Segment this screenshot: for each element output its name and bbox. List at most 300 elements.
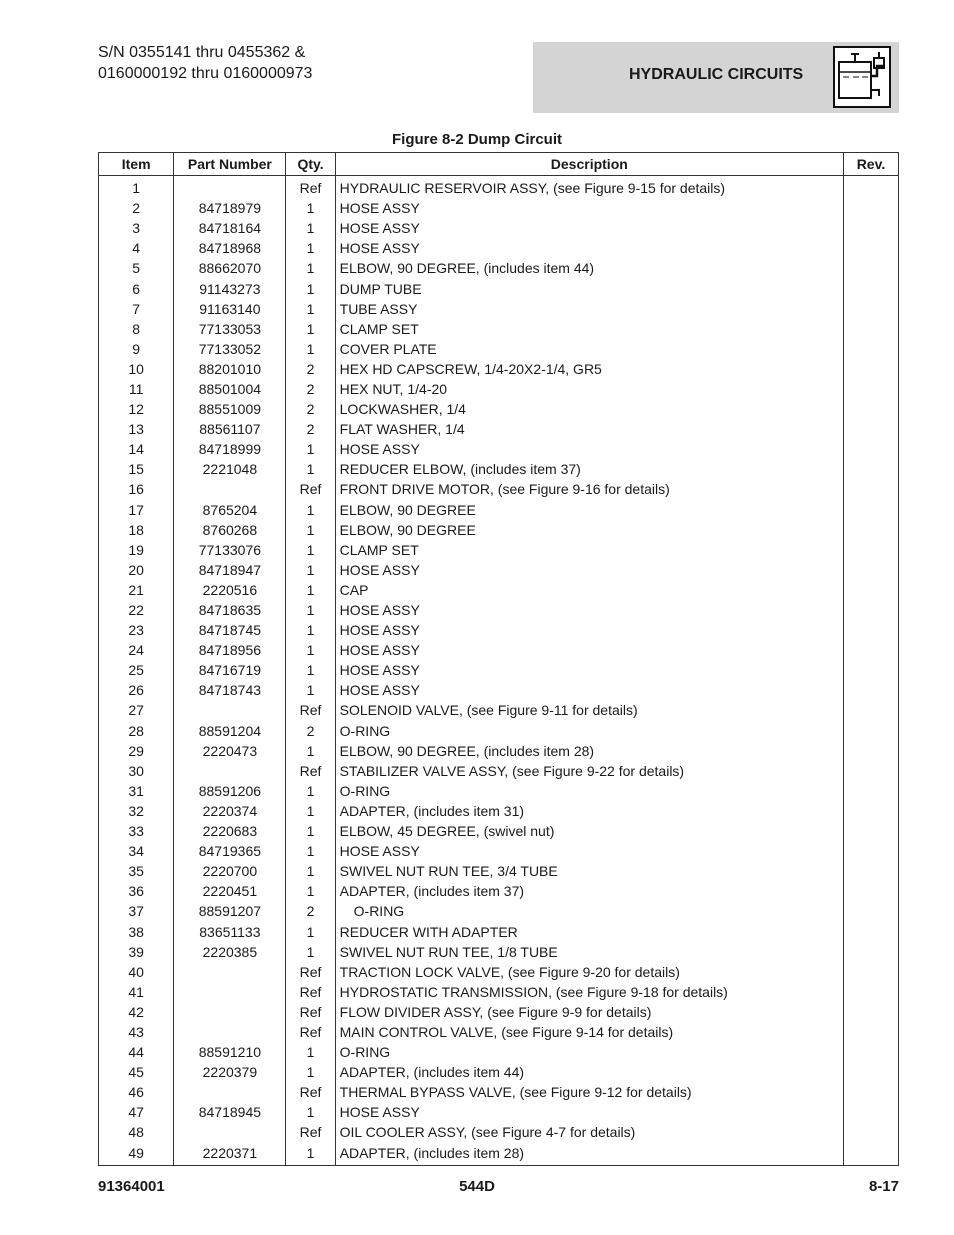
- cell-part-number: 77133076: [174, 540, 286, 560]
- cell-rev: [843, 761, 898, 781]
- cell-description: HEX NUT, 1/4-20: [335, 379, 843, 399]
- cell-part-number: 88561107: [174, 419, 286, 439]
- cell-item: 34: [99, 841, 174, 861]
- cell-item: 13: [99, 419, 174, 439]
- cell-item: 3: [99, 218, 174, 238]
- cell-part-number: 84718745: [174, 620, 286, 640]
- cell-qty: 1: [286, 881, 335, 901]
- table-row: [99, 278, 899, 298]
- cell-item: 14: [99, 439, 174, 459]
- cell-part-number: 91163140: [174, 299, 286, 319]
- cell-item: 19: [99, 540, 174, 560]
- cell-part-number: [174, 1022, 286, 1042]
- cell-part-number: 84718979: [174, 198, 286, 218]
- cell-description: HOSE ASSY: [335, 198, 843, 218]
- column-header-item: Item: [99, 153, 174, 176]
- cell-qty: 1: [286, 560, 335, 580]
- cell-qty: 1: [286, 520, 335, 540]
- table-header-row: [99, 153, 899, 176]
- cell-qty: 1: [286, 1102, 335, 1122]
- cell-rev: [843, 700, 898, 720]
- cell-description: OIL COOLER ASSY, (see Figure 4-7 for details): [335, 1122, 843, 1142]
- cell-description: LOCKWASHER, 1/4: [335, 399, 843, 419]
- cell-part-number: 2220700: [174, 861, 286, 881]
- cell-qty: Ref: [286, 176, 335, 199]
- cell-description: HOSE ASSY: [335, 680, 843, 700]
- cell-qty: Ref: [286, 962, 335, 982]
- cell-qty: 1: [286, 921, 335, 941]
- cell-item: 18: [99, 520, 174, 540]
- table-row: [99, 540, 899, 560]
- table-row: [99, 1082, 899, 1102]
- cell-qty: 1: [286, 741, 335, 761]
- cell-qty: 1: [286, 781, 335, 801]
- cell-rev: [843, 419, 898, 439]
- cell-part-number: 2220385: [174, 942, 286, 962]
- cell-qty: Ref: [286, 1122, 335, 1142]
- cell-description: ELBOW, 90 DEGREE, (includes item 44): [335, 258, 843, 278]
- cell-rev: [843, 399, 898, 419]
- cell-description: ADAPTER, (includes item 44): [335, 1062, 843, 1082]
- cell-item: 27: [99, 700, 174, 720]
- cell-item: 40: [99, 962, 174, 982]
- cell-qty: 1: [286, 801, 335, 821]
- cell-part-number: [174, 982, 286, 1002]
- table-row: [99, 982, 899, 1002]
- cell-qty: Ref: [286, 982, 335, 1002]
- cell-item: 47: [99, 1102, 174, 1122]
- cell-description: HOSE ASSY: [335, 620, 843, 640]
- section-title: HYDRAULIC CIRCUITS: [629, 66, 804, 83]
- cell-rev: [843, 1002, 898, 1022]
- cell-qty: Ref: [286, 1022, 335, 1042]
- cell-item: 25: [99, 660, 174, 680]
- cell-rev: [843, 680, 898, 700]
- cell-part-number: 84718635: [174, 600, 286, 620]
- cell-qty: 1: [286, 278, 335, 298]
- cell-qty: 1: [286, 660, 335, 680]
- cell-rev: [843, 640, 898, 660]
- footer-page-number: 8-17: [868, 1178, 899, 1195]
- table-row: [99, 861, 899, 881]
- cell-rev: [843, 921, 898, 941]
- cell-qty: 1: [286, 299, 335, 319]
- cell-description: FRONT DRIVE MOTOR, (see Figure 9-16 for details): [335, 479, 843, 499]
- cell-part-number: 84718999: [174, 439, 286, 459]
- cell-item: 24: [99, 640, 174, 660]
- table-row: [99, 479, 899, 499]
- cell-description: ELBOW, 90 DEGREE, (includes item 28): [335, 741, 843, 761]
- table-row: [99, 801, 899, 821]
- cell-item: 48: [99, 1122, 174, 1142]
- table-row: [99, 238, 899, 258]
- cell-rev: [843, 660, 898, 680]
- cell-item: 5: [99, 258, 174, 278]
- cell-rev: [843, 238, 898, 258]
- cell-description: CLAMP SET: [335, 540, 843, 560]
- cell-rev: [843, 379, 898, 399]
- cell-description: HOSE ASSY: [335, 640, 843, 660]
- cell-item: 10: [99, 359, 174, 379]
- cell-qty: 1: [286, 540, 335, 560]
- cell-part-number: 84718947: [174, 560, 286, 580]
- cell-description: COVER PLATE: [335, 339, 843, 359]
- cell-item: 42: [99, 1002, 174, 1022]
- cell-description: HOSE ASSY: [335, 600, 843, 620]
- table-row: [99, 399, 899, 419]
- cell-qty: 1: [286, 258, 335, 278]
- cell-description: HEX HD CAPSCREW, 1/4-20X2-1/4, GR5: [335, 359, 843, 379]
- cell-qty: 1: [286, 821, 335, 841]
- cell-rev: [843, 1082, 898, 1102]
- cell-item: 29: [99, 741, 174, 761]
- cell-description: HOSE ASSY: [335, 1102, 843, 1122]
- cell-part-number: [174, 962, 286, 982]
- serial-line-2: 0160000192 thru 0160000973: [98, 65, 313, 82]
- cell-item: 32: [99, 801, 174, 821]
- cell-rev: [843, 942, 898, 962]
- cell-rev: [843, 560, 898, 580]
- cell-rev: [843, 500, 898, 520]
- cell-item: 22: [99, 600, 174, 620]
- table-row: [99, 1122, 899, 1142]
- cell-description: SWIVEL NUT RUN TEE, 1/8 TUBE: [335, 942, 843, 962]
- cell-part-number: 84718945: [174, 1102, 286, 1122]
- table-row: [99, 560, 899, 580]
- cell-rev: [843, 359, 898, 379]
- cell-part-number: 2220374: [174, 801, 286, 821]
- cell-part-number: [174, 761, 286, 781]
- table-row: [99, 962, 899, 982]
- cell-part-number: [174, 1002, 286, 1022]
- cell-item: 21: [99, 580, 174, 600]
- cell-description: TRACTION LOCK VALVE, (see Figure 9-20 for details): [335, 962, 843, 982]
- figure-title: Figure 8-2 Dump Circuit: [391, 131, 563, 148]
- cell-rev: [843, 198, 898, 218]
- cell-part-number: 91143273: [174, 278, 286, 298]
- cell-part-number: 88501004: [174, 379, 286, 399]
- table-row: [99, 1143, 899, 1166]
- table-row: [99, 821, 899, 841]
- cell-item: 49: [99, 1143, 174, 1166]
- cell-qty: 1: [286, 500, 335, 520]
- cell-part-number: 2220516: [174, 580, 286, 600]
- table-row: [99, 520, 899, 540]
- cell-part-number: 84718956: [174, 640, 286, 660]
- cell-qty: 1: [286, 1143, 335, 1166]
- parts-table: [98, 152, 899, 1166]
- cell-qty: Ref: [286, 1082, 335, 1102]
- cell-qty: Ref: [286, 761, 335, 781]
- cell-item: 31: [99, 781, 174, 801]
- table-row: [99, 459, 899, 479]
- table-row: [99, 761, 899, 781]
- footer-doc-number: 91364001: [98, 1178, 165, 1195]
- cell-rev: [843, 258, 898, 278]
- cell-rev: [843, 1042, 898, 1062]
- cell-part-number: 2220371: [174, 1143, 286, 1166]
- cell-description: O-RING: [335, 901, 843, 921]
- cell-part-number: 84716719: [174, 660, 286, 680]
- cell-item: 16: [99, 479, 174, 499]
- cell-description: HOSE ASSY: [335, 439, 843, 459]
- cell-part-number: 84718164: [174, 218, 286, 238]
- cell-description: HYDROSTATIC TRANSMISSION, (see Figure 9-18 for details): [335, 982, 843, 1002]
- cell-part-number: [174, 1122, 286, 1142]
- cell-description: REDUCER ELBOW, (includes item 37): [335, 459, 843, 479]
- cell-qty: 1: [286, 640, 335, 660]
- cell-item: 38: [99, 921, 174, 941]
- cell-qty: 1: [286, 600, 335, 620]
- cell-qty: 1: [286, 238, 335, 258]
- hydraulic-reservoir-icon: [833, 46, 891, 108]
- cell-qty: 1: [286, 680, 335, 700]
- table-row: [99, 176, 899, 199]
- cell-description: HOSE ASSY: [335, 238, 843, 258]
- cell-qty: 2: [286, 359, 335, 379]
- cell-description: ELBOW, 90 DEGREE: [335, 520, 843, 540]
- serial-line-1: S/N 0355141 thru 0455362 &: [98, 44, 306, 61]
- cell-description: HOSE ASSY: [335, 660, 843, 680]
- cell-qty: 1: [286, 198, 335, 218]
- cell-item: 41: [99, 982, 174, 1002]
- table-row: [99, 1002, 899, 1022]
- cell-item: 2: [99, 198, 174, 218]
- cell-description: HOSE ASSY: [335, 841, 843, 861]
- cell-description: STABILIZER VALVE ASSY, (see Figure 9-22 for details): [335, 761, 843, 781]
- cell-rev: [843, 901, 898, 921]
- cell-rev: [843, 600, 898, 620]
- cell-rev: [843, 580, 898, 600]
- cell-part-number: 84718968: [174, 238, 286, 258]
- section-header: [533, 42, 899, 113]
- cell-qty: Ref: [286, 479, 335, 499]
- cell-part-number: 88591204: [174, 721, 286, 741]
- cell-qty: 1: [286, 620, 335, 640]
- table-row: [99, 1042, 899, 1062]
- cell-description: O-RING: [335, 1042, 843, 1062]
- cell-description: ADAPTER, (includes item 31): [335, 801, 843, 821]
- cell-description: ELBOW, 90 DEGREE: [335, 500, 843, 520]
- cell-rev: [843, 479, 898, 499]
- column-header-rev: Rev.: [843, 153, 898, 176]
- cell-qty: 2: [286, 379, 335, 399]
- table-row: [99, 500, 899, 520]
- cell-item: 20: [99, 560, 174, 580]
- table-row: [99, 721, 899, 741]
- cell-rev: [843, 962, 898, 982]
- cell-description: HYDRAULIC RESERVOIR ASSY, (see Figure 9-15 for details): [335, 176, 843, 199]
- table-row: [99, 600, 899, 620]
- cell-rev: [843, 1122, 898, 1142]
- table-row: [99, 359, 899, 379]
- cell-part-number: 84719365: [174, 841, 286, 861]
- cell-part-number: [174, 479, 286, 499]
- table-row: [99, 741, 899, 761]
- table-row: [99, 379, 899, 399]
- cell-rev: [843, 1022, 898, 1042]
- cell-part-number: 2221048: [174, 459, 286, 479]
- cell-rev: [843, 861, 898, 881]
- cell-qty: 2: [286, 419, 335, 439]
- cell-part-number: 8765204: [174, 500, 286, 520]
- cell-description: FLOW DIVIDER ASSY, (see Figure 9-9 for details): [335, 1002, 843, 1022]
- cell-item: 6: [99, 278, 174, 298]
- cell-part-number: 84718743: [174, 680, 286, 700]
- cell-description: O-RING: [335, 721, 843, 741]
- cell-qty: 2: [286, 901, 335, 921]
- cell-rev: [843, 801, 898, 821]
- cell-description: O-RING: [335, 781, 843, 801]
- cell-rev: [843, 1102, 898, 1122]
- cell-rev: [843, 299, 898, 319]
- table-row: [99, 942, 899, 962]
- serial-number-block: [98, 42, 312, 84]
- cell-qty: Ref: [286, 700, 335, 720]
- table-row: [99, 419, 899, 439]
- cell-part-number: 2220473: [174, 741, 286, 761]
- cell-part-number: 88591210: [174, 1042, 286, 1062]
- cell-qty: 1: [286, 1062, 335, 1082]
- table-row: [99, 218, 899, 238]
- cell-item: 12: [99, 399, 174, 419]
- cell-rev: [843, 339, 898, 359]
- cell-description: HOSE ASSY: [335, 218, 843, 238]
- cell-item: 46: [99, 1082, 174, 1102]
- table-row: [99, 319, 899, 339]
- table-row: [99, 339, 899, 359]
- table-row: [99, 1062, 899, 1082]
- column-header-part-number: Part Number: [174, 153, 286, 176]
- cell-part-number: 2220683: [174, 821, 286, 841]
- cell-rev: [843, 881, 898, 901]
- cell-item: 39: [99, 942, 174, 962]
- cell-qty: Ref: [286, 1002, 335, 1022]
- cell-part-number: 88591207: [174, 901, 286, 921]
- cell-item: 9: [99, 339, 174, 359]
- table-row: [99, 881, 899, 901]
- cell-description: MAIN CONTROL VALVE, (see Figure 9-14 for details): [335, 1022, 843, 1042]
- cell-rev: [843, 721, 898, 741]
- cell-rev: [843, 540, 898, 560]
- cell-rev: [843, 821, 898, 841]
- cell-rev: [843, 781, 898, 801]
- cell-description: CAP: [335, 580, 843, 600]
- cell-rev: [843, 841, 898, 861]
- cell-part-number: [174, 1082, 286, 1102]
- cell-item: 30: [99, 761, 174, 781]
- cell-item: 44: [99, 1042, 174, 1062]
- table-row: [99, 660, 899, 680]
- cell-qty: 1: [286, 580, 335, 600]
- cell-description: SOLENOID VALVE, (see Figure 9-11 for details): [335, 700, 843, 720]
- cell-description: ADAPTER, (includes item 37): [335, 881, 843, 901]
- cell-item: 28: [99, 721, 174, 741]
- cell-description: ELBOW, 45 DEGREE, (swivel nut): [335, 821, 843, 841]
- table-row: [99, 580, 899, 600]
- table-row: [99, 640, 899, 660]
- cell-rev: [843, 278, 898, 298]
- cell-item: 17: [99, 500, 174, 520]
- cell-part-number: 8760268: [174, 520, 286, 540]
- table-row: [99, 700, 899, 720]
- cell-rev: [843, 1062, 898, 1082]
- cell-part-number: [174, 176, 286, 199]
- cell-item: 43: [99, 1022, 174, 1042]
- table-row: [99, 841, 899, 861]
- table-row: [99, 781, 899, 801]
- cell-part-number: 2220451: [174, 881, 286, 901]
- cell-qty: 2: [286, 721, 335, 741]
- cell-qty: 1: [286, 218, 335, 238]
- cell-rev: [843, 1143, 898, 1166]
- table-row: [99, 439, 899, 459]
- cell-rev: [843, 439, 898, 459]
- cell-qty: 1: [286, 439, 335, 459]
- table-row: [99, 1022, 899, 1042]
- cell-item: 36: [99, 881, 174, 901]
- table-row: [99, 620, 899, 640]
- cell-item: 37: [99, 901, 174, 921]
- table-row: [99, 680, 899, 700]
- cell-part-number: 83651133: [174, 921, 286, 941]
- cell-description: HOSE ASSY: [335, 560, 843, 580]
- cell-part-number: 77133053: [174, 319, 286, 339]
- cell-part-number: 88662070: [174, 258, 286, 278]
- cell-item: 33: [99, 821, 174, 841]
- cell-item: 23: [99, 620, 174, 640]
- cell-part-number: 2220379: [174, 1062, 286, 1082]
- cell-part-number: 88201010: [174, 359, 286, 379]
- cell-qty: 1: [286, 339, 335, 359]
- table-row: [99, 901, 899, 921]
- cell-item: 26: [99, 680, 174, 700]
- cell-rev: [843, 319, 898, 339]
- cell-description: CLAMP SET: [335, 319, 843, 339]
- cell-item: 4: [99, 238, 174, 258]
- cell-item: 45: [99, 1062, 174, 1082]
- cell-item: 1: [99, 176, 174, 199]
- cell-description: REDUCER WITH ADAPTER: [335, 921, 843, 941]
- table-row: [99, 1102, 899, 1122]
- footer-model: 544D: [459, 1178, 495, 1195]
- cell-description: THERMAL BYPASS VALVE, (see Figure 9-12 for details): [335, 1082, 843, 1102]
- table-row: [99, 921, 899, 941]
- cell-qty: 1: [286, 841, 335, 861]
- cell-qty: 1: [286, 1042, 335, 1062]
- cell-item: 8: [99, 319, 174, 339]
- table-row: [99, 198, 899, 218]
- table-row: [99, 258, 899, 278]
- cell-qty: 1: [286, 942, 335, 962]
- cell-description: TUBE ASSY: [335, 299, 843, 319]
- cell-part-number: 88591206: [174, 781, 286, 801]
- cell-description: SWIVEL NUT RUN TEE, 3/4 TUBE: [335, 861, 843, 881]
- cell-part-number: 77133052: [174, 339, 286, 359]
- column-header-qty: Qty.: [286, 153, 335, 176]
- column-header-description: Description: [335, 153, 843, 176]
- cell-rev: [843, 741, 898, 761]
- cell-item: 11: [99, 379, 174, 399]
- cell-rev: [843, 982, 898, 1002]
- cell-rev: [843, 520, 898, 540]
- cell-rev: [843, 218, 898, 238]
- cell-description: FLAT WASHER, 1/4: [335, 419, 843, 439]
- table-row: [99, 299, 899, 319]
- cell-description: ADAPTER, (includes item 28): [335, 1143, 843, 1166]
- cell-part-number: [174, 700, 286, 720]
- cell-item: 7: [99, 299, 174, 319]
